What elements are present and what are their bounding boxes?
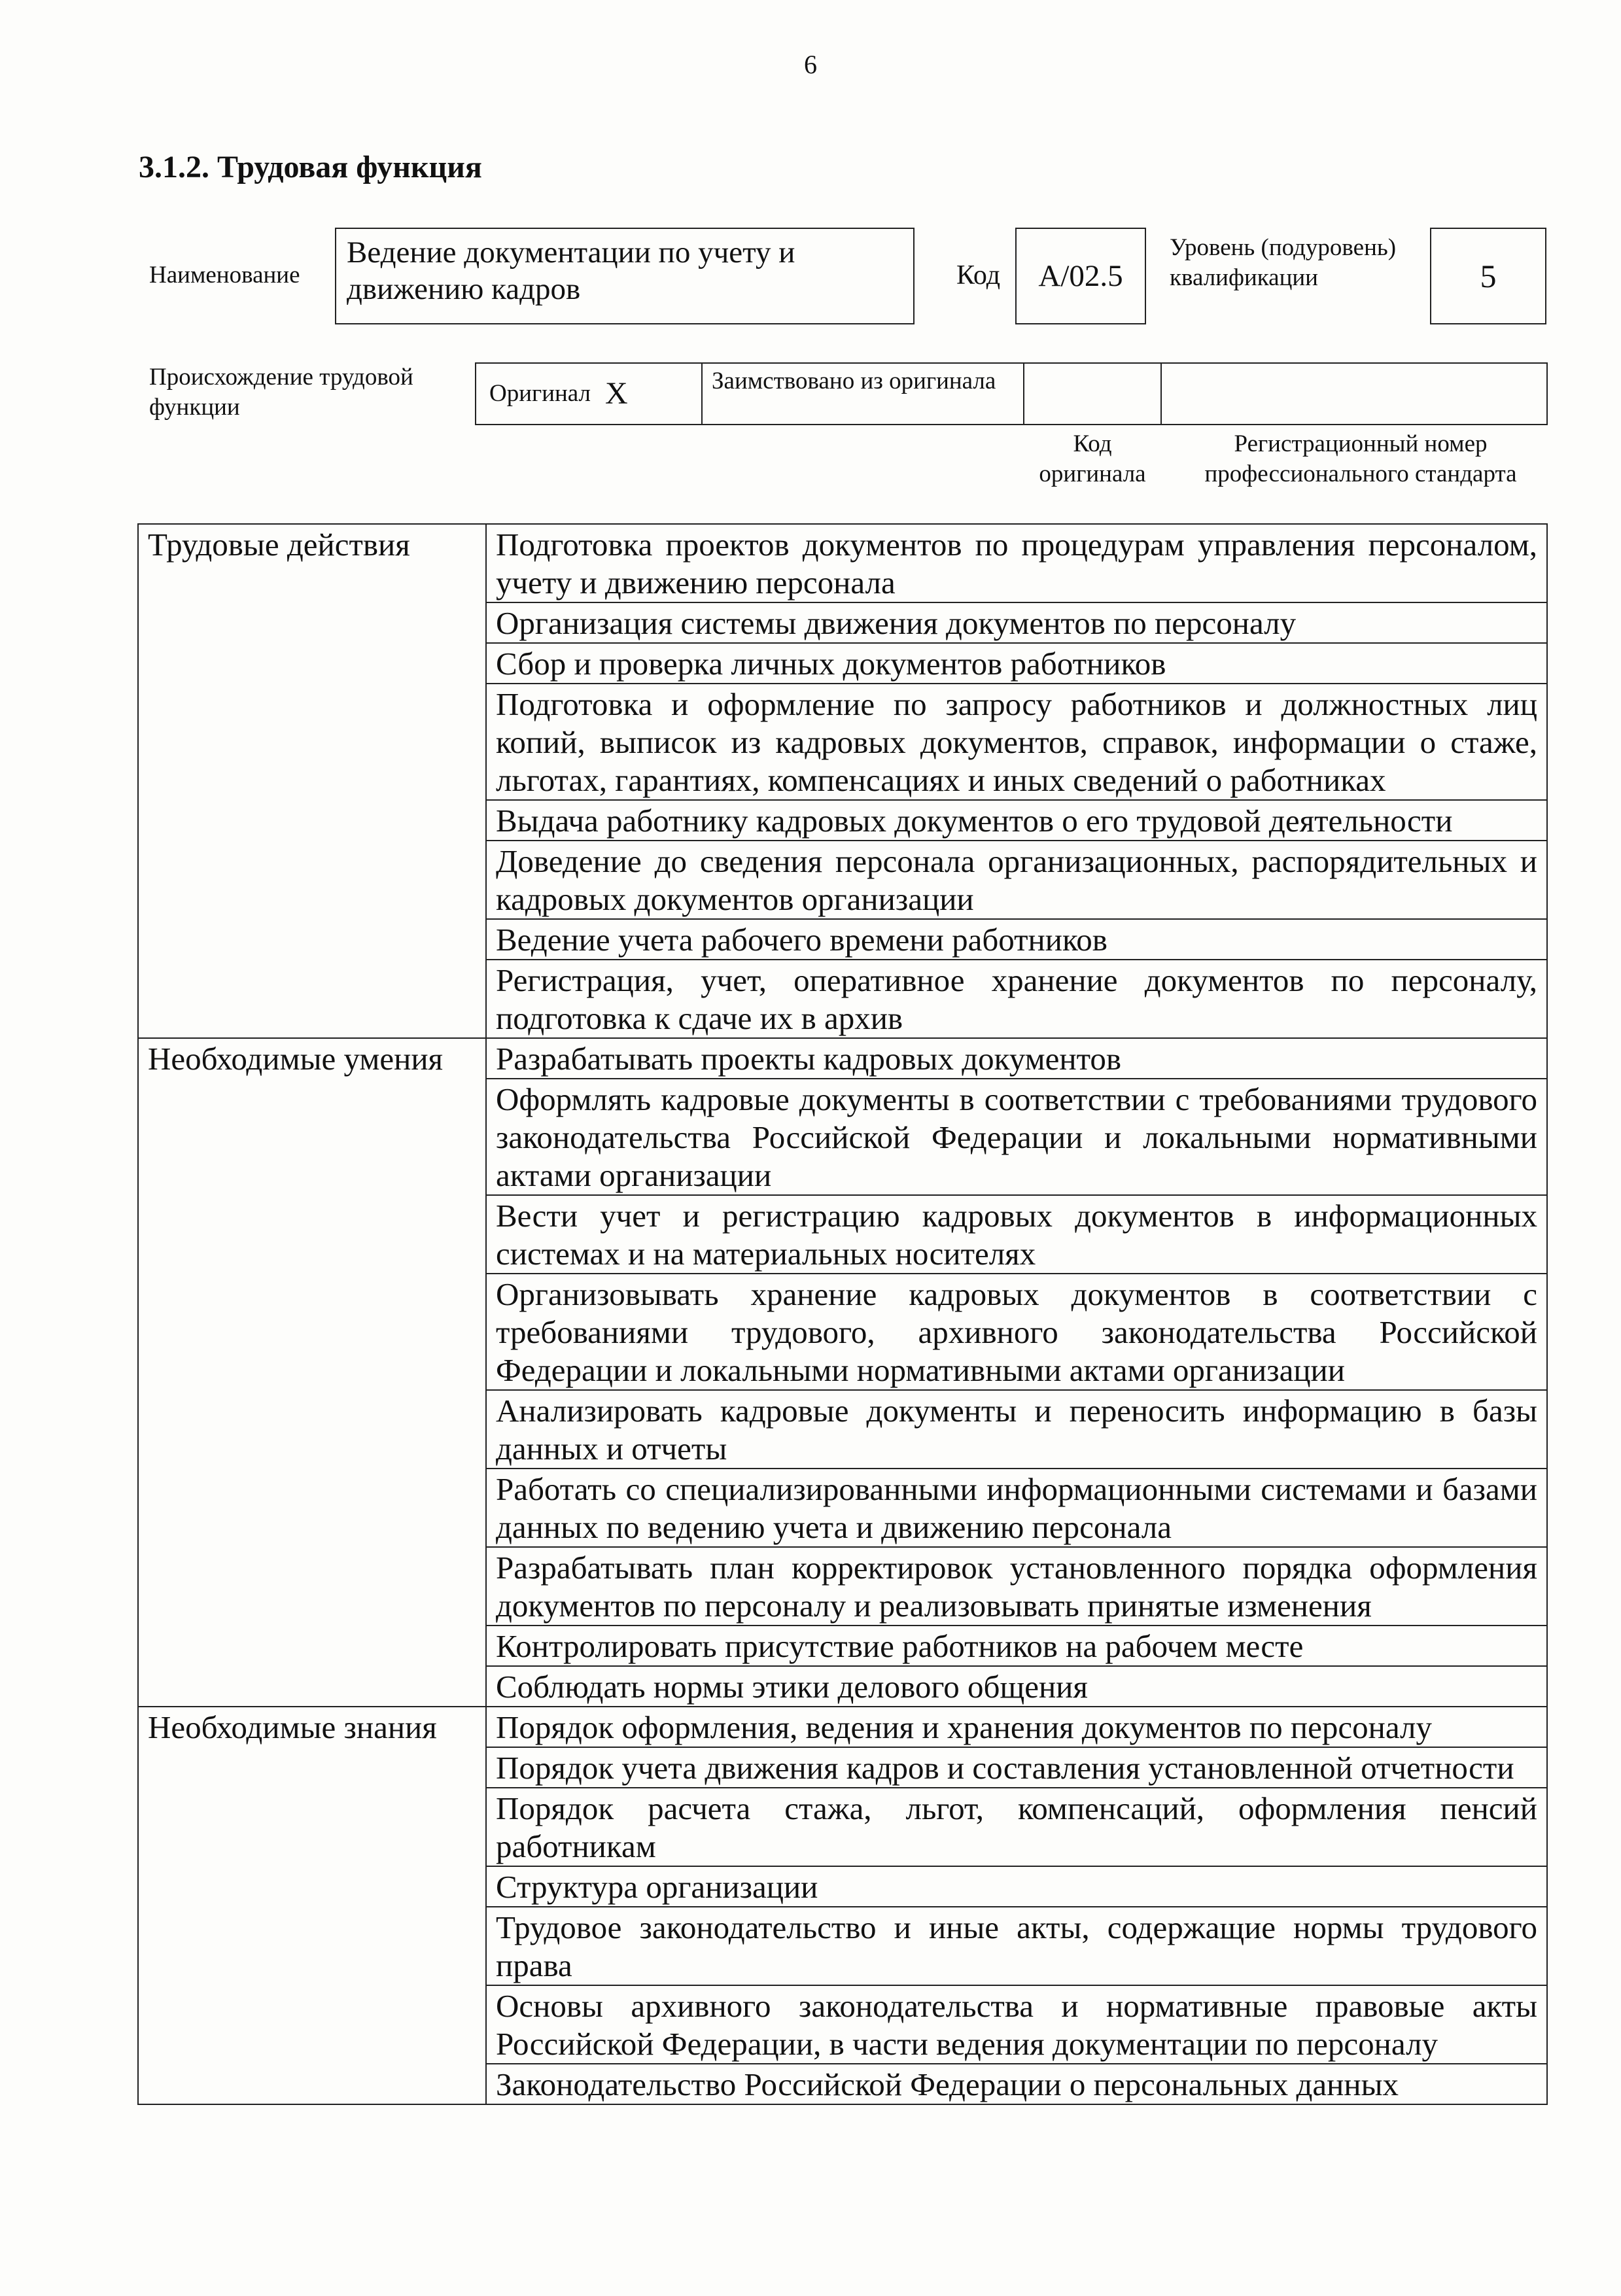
original-label: Оригинал — [489, 380, 591, 407]
code-value: А/02.5 — [1015, 228, 1146, 324]
table-cell-item: Организовывать хранение кадровых документов в соответствии с требованиями трудового, архивного законодательства Российской Федерации и локальными нормативными актами организации — [486, 1274, 1547, 1390]
origin-original-cell — [475, 362, 703, 425]
table-row — [138, 524, 1547, 602]
table-cell-item: Регистрация, учет, оперативное хранение документов по персоналу, подготовка к сдаче их в архив — [486, 960, 1547, 1038]
table-cell-item: Подготовка и оформление по запросу работников и должностных лиц копий, выписок из кадровых документов, справок, информации о стаже, льготах, гарантиях, компенсациях и иных сведений о работниках — [486, 684, 1547, 800]
table-cell-item: Анализировать кадровые документы и переносить информацию в базы данных и отчеты — [486, 1390, 1547, 1469]
origin-reg-cell — [1162, 362, 1548, 425]
table-cell-item: Разрабатывать проекты кадровых документов — [486, 1038, 1547, 1079]
code-label: Код — [956, 260, 1001, 290]
table-cell-item: Оформлять кадровые документы в соответствии с требованиями трудового законодательства Российской Федерации и локальными нормативными актами организации — [486, 1079, 1547, 1195]
table-cell-item: Работать со специализированными информационными системами и базами данных по ведению учета и движению персонала — [486, 1469, 1547, 1547]
table-cell-item: Структура организации — [486, 1866, 1547, 1907]
level-value: 5 — [1430, 228, 1546, 324]
function-table — [137, 523, 1548, 2105]
table-cell-item: Сбор и проверка личных документов работников — [486, 643, 1547, 684]
table-cell-item: Порядок учета движения кадров и составления установленной отчетности — [486, 1747, 1547, 1788]
section-heading: Трудовые действия — [138, 524, 486, 1038]
table-cell-item: Порядок расчета стажа, льгот, компенсаций, оформления пенсий работникам — [486, 1788, 1547, 1866]
origin-row — [475, 362, 1548, 425]
table-cell-item: Выдача работнику кадровых документов о его трудовой деятельности — [486, 800, 1547, 841]
table-cell-item: Контролировать присутствие работников на рабочем месте — [486, 1626, 1547, 1666]
table-cell-item: Подготовка проектов документов по процедурам управления персоналом, учету и движению персонала — [486, 524, 1547, 602]
section-title: 3.1.2. Трудовая функция — [139, 150, 482, 184]
table-row — [138, 1707, 1547, 1747]
name-label: Наименование — [149, 262, 300, 288]
table-cell-item: Основы архивного законодательства и нормативные правовые акты Российской Федерации, в части ведения документации по персоналу — [486, 1985, 1547, 2064]
section-heading: Необходимые умения — [138, 1038, 486, 1707]
table-cell-item: Порядок оформления, ведения и хранения документов по персоналу — [486, 1707, 1547, 1747]
borrowed-label: Заимствовано из оригинала — [703, 362, 1024, 425]
table-cell-item: Законодательство Российской Федерации о персональных данных — [486, 2064, 1547, 2104]
caption-original-code: Код оригинала — [1039, 430, 1146, 487]
origin-label: Происхождение трудовой функции — [149, 364, 413, 421]
name-value: Ведение документации по учету и движению кадров — [335, 228, 915, 324]
level-label: Уровень (подуровень) квалификации — [1170, 234, 1397, 291]
page-number: 6 — [804, 50, 817, 79]
table-cell-item: Разрабатывать план корректировок установленного порядка оформления документов по персоналу и реализовывать принятые изменения — [486, 1547, 1547, 1626]
table-cell-item: Трудовое законодательство и иные акты, содержащие нормы трудового права — [486, 1907, 1547, 1985]
table-cell-item: Организация системы движения документов по персоналу — [486, 602, 1547, 643]
table-cell-item: Вести учет и регистрацию кадровых документов в информационных системах и на материальных носителях — [486, 1195, 1547, 1274]
table-cell-item: Соблюдать нормы этики делового общения — [486, 1666, 1547, 1707]
origin-code-cell — [1024, 362, 1162, 425]
caption-reg-number: Регистрационный номер профессионального стандарта — [1204, 430, 1517, 487]
table-cell-item: Ведение учета рабочего времени работников — [486, 919, 1547, 960]
table-row — [138, 1038, 1547, 1079]
table-cell-item: Доведение до сведения персонала организационных, распорядительных и кадровых документов организации — [486, 841, 1547, 919]
original-mark: Х — [605, 376, 628, 411]
section-heading: Необходимые знания — [138, 1707, 486, 2104]
